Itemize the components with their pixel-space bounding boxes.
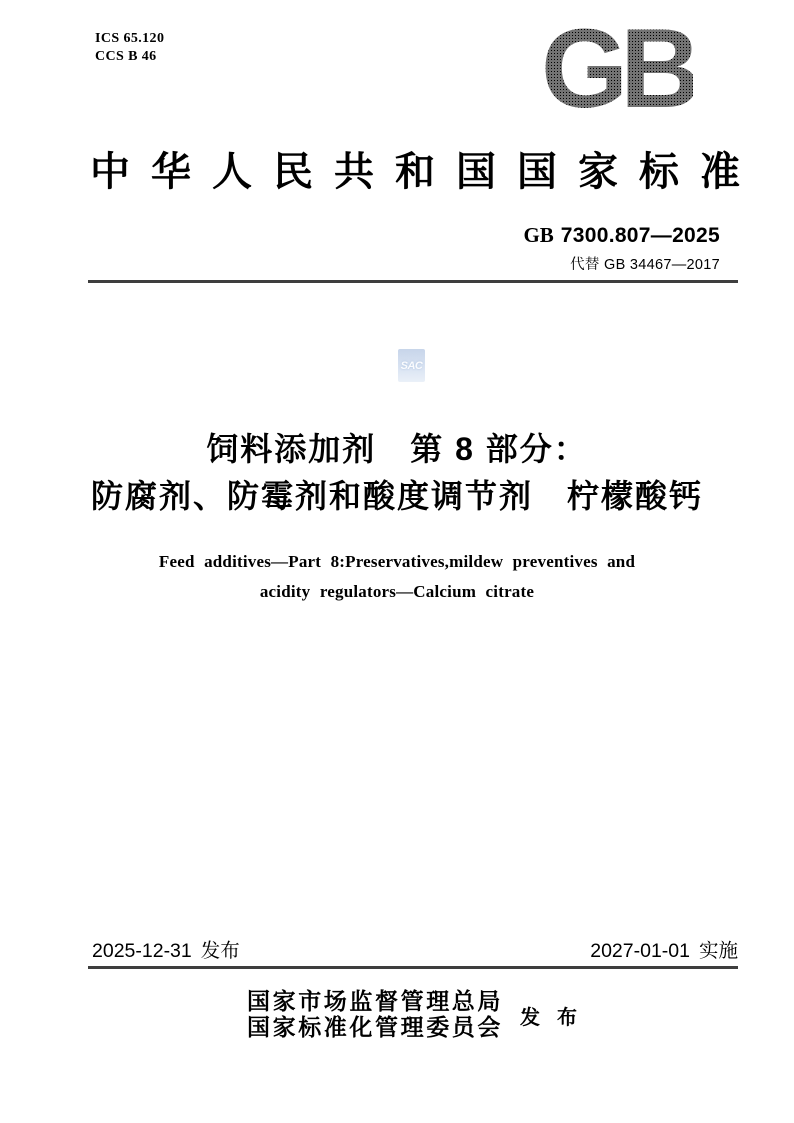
standard-code-number: 7300.807—2025	[560, 224, 720, 247]
issuer-line-2: 国家标准化管理委员会	[247, 1015, 503, 1040]
standard-title-cn-line1: 饲料添加剂 第 8 部分：	[206, 431, 588, 467]
standard-code-block	[523, 223, 720, 274]
top-divider-rule	[88, 280, 738, 283]
standard-title-cn-line2: 防腐剂、防霉剂和酸度调节剂 柠檬酸钙	[90, 478, 703, 514]
standard-code-prefix: GB	[523, 223, 554, 247]
publish-label: 发 布	[520, 1006, 583, 1029]
issue-label: 发布	[200, 940, 240, 962]
implement-date-item	[590, 939, 738, 963]
implement-label: 实施	[698, 940, 738, 962]
gb-logo: GB	[541, 6, 693, 131]
implement-date: 2027-01-01	[590, 940, 690, 962]
national-standard-banner: 中华人民共和国国家标准	[90, 149, 740, 194]
bottom-divider-rule	[88, 966, 738, 969]
standard-title-cn	[0, 426, 794, 520]
standard-title-en-line1: Feed additives—Part 8:Preservatives,mildew preventives and	[158, 552, 636, 571]
standard-code	[523, 223, 720, 248]
issue-date-item	[92, 939, 240, 963]
ics-code: ICS 65.120	[95, 31, 165, 46]
issue-date: 2025-12-31	[92, 940, 192, 962]
issuer-block	[247, 989, 583, 1041]
issuer-lines	[247, 989, 503, 1041]
ccs-code: CCS B 46	[95, 49, 157, 64]
date-row	[92, 939, 738, 963]
standard-title-en-line2: acidity regulators—Calcium citrate	[259, 582, 535, 601]
classification-codes	[95, 30, 164, 66]
standard-title-en	[0, 547, 794, 607]
issuer-line-1: 国家市场监督管理总局	[247, 989, 503, 1014]
sac-watermark: SAC	[398, 349, 425, 382]
superseded-standard-note: 代替 GB 34467—2017	[570, 257, 720, 273]
